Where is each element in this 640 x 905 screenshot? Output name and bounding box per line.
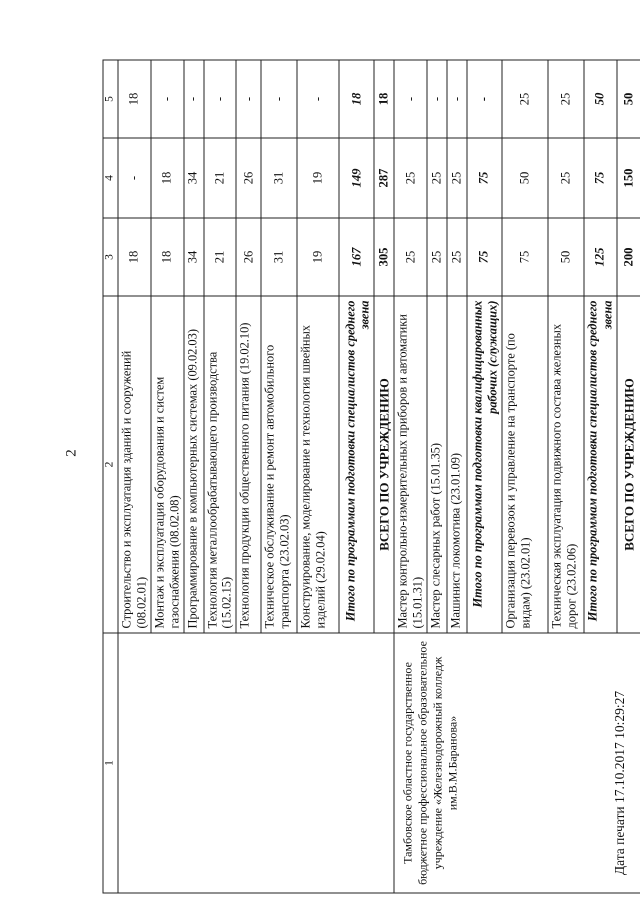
table-row: [394, 60, 427, 893]
page-number: 2: [63, 449, 80, 457]
value-col4: 25: [427, 138, 447, 218]
value-col4: 26: [236, 138, 261, 218]
value-col3: 19: [297, 218, 339, 296]
value-col5: 25: [548, 60, 584, 138]
program-name: Машинист локомотива (23.01.09): [447, 296, 467, 633]
program-name: Строительство и эксплуатация зданий и сооружений (08.02.01): [118, 296, 151, 633]
value-col3: 18: [118, 218, 151, 296]
subtotal-label: Итого по программам подготовки квалифицированных рабочих (служащих): [467, 296, 502, 633]
program-name: Техническое обслуживание и ремонт автомобильного транспорта (23.02.03): [261, 296, 297, 633]
value-col4: 75: [584, 138, 617, 218]
program-name: Мастер контрольно-измерительных приборов и автоматики (15.01.31): [394, 296, 427, 633]
program-name: Технология продукции общественного питания (19.02.10): [236, 296, 261, 633]
value-col5: -: [447, 60, 467, 138]
value-col5: -: [467, 60, 502, 138]
value-col3: 167: [339, 218, 374, 296]
header-row: [103, 60, 118, 893]
value-col4: 21: [203, 138, 236, 218]
value-col5: -: [394, 60, 427, 138]
value-col5: 18: [374, 60, 394, 138]
value-col3: 25: [447, 218, 467, 296]
value-col5: 25: [502, 60, 548, 138]
value-col3: 25: [394, 218, 427, 296]
value-col5: -: [297, 60, 339, 138]
program-name: Мастер слесарных работ (15.01.35): [427, 296, 447, 633]
value-col4: 18: [150, 138, 183, 218]
value-col4: -: [118, 138, 151, 218]
value-col3: 50: [548, 218, 584, 296]
value-col5: -: [261, 60, 297, 138]
value-col5: 50: [617, 60, 640, 138]
header-cell: 2: [103, 296, 118, 633]
value-col3: 26: [236, 218, 261, 296]
value-col5: -: [236, 60, 261, 138]
value-col3: 75: [502, 218, 548, 296]
table-row: [118, 60, 151, 893]
header-cell: 4: [103, 138, 118, 218]
institution-name: Тамбовское областное государственное бюджетное профессиональное образовательное учреждение «Железнодорожный колледж им.В.М.Баранова»: [394, 633, 640, 893]
value-col3: 34: [183, 218, 203, 296]
value-col4: 34: [183, 138, 203, 218]
program-name: Техническая эксплуатация подвижного состава железных дорог (23.02.06): [548, 296, 584, 633]
value-col4: 31: [261, 138, 297, 218]
program-name: Конструирование, моделирование и технология швейных изделий (29.02.04): [297, 296, 339, 633]
value-col3: 125: [584, 218, 617, 296]
value-col3: 200: [617, 218, 640, 296]
grand-total-label: ВСЕГО ПО УЧРЕЖДЕНИЮ: [374, 296, 394, 633]
program-name: Организация перевозок и управление на транспорте (по видам) (23.02.01): [502, 296, 548, 633]
value-col4: 75: [467, 138, 502, 218]
admission-table: [102, 59, 640, 893]
grand-total-label: ВСЕГО ПО УЧРЕЖДЕНИЮ: [617, 296, 640, 633]
program-name: Технология металлообрабатывающего производства (15.02.15): [203, 296, 236, 633]
value-col5: 50: [584, 60, 617, 138]
value-col4: 149: [339, 138, 374, 218]
value-col4: 287: [374, 138, 394, 218]
header-cell: 1: [103, 633, 118, 893]
value-col5: -: [183, 60, 203, 138]
value-col5: -: [150, 60, 183, 138]
print-date: Дата печати 17.10.2017 10:29:27: [612, 690, 627, 876]
value-col3: 31: [261, 218, 297, 296]
subtotal-label: Итого по программам подготовки специалистов среднего звена: [584, 296, 617, 633]
value-col5: -: [427, 60, 447, 138]
empty-institution-cell: [118, 633, 394, 893]
value-col5: 18: [339, 60, 374, 138]
value-col4: 150: [617, 138, 640, 218]
value-col4: 25: [447, 138, 467, 218]
header-cell: 3: [103, 218, 118, 296]
value-col3: 75: [467, 218, 502, 296]
value-col3: 25: [427, 218, 447, 296]
subtotal-label: Итого по программам подготовки специалистов среднего звена: [339, 296, 374, 633]
program-name: Программирование в компьютерных системах (09.02.03): [183, 296, 203, 633]
value-col4: 50: [502, 138, 548, 218]
value-col4: 25: [548, 138, 584, 218]
value-col4: 19: [297, 138, 339, 218]
value-col4: 25: [394, 138, 427, 218]
value-col3: 21: [203, 218, 236, 296]
program-name: Монтаж и эксплуатация оборудования и систем газоснабжения (08.02.08): [150, 296, 183, 633]
value-col5: -: [203, 60, 236, 138]
value-col3: 305: [374, 218, 394, 296]
value-col5: 18: [118, 60, 151, 138]
value-col3: 18: [150, 218, 183, 296]
header-cell: 5: [103, 60, 118, 138]
